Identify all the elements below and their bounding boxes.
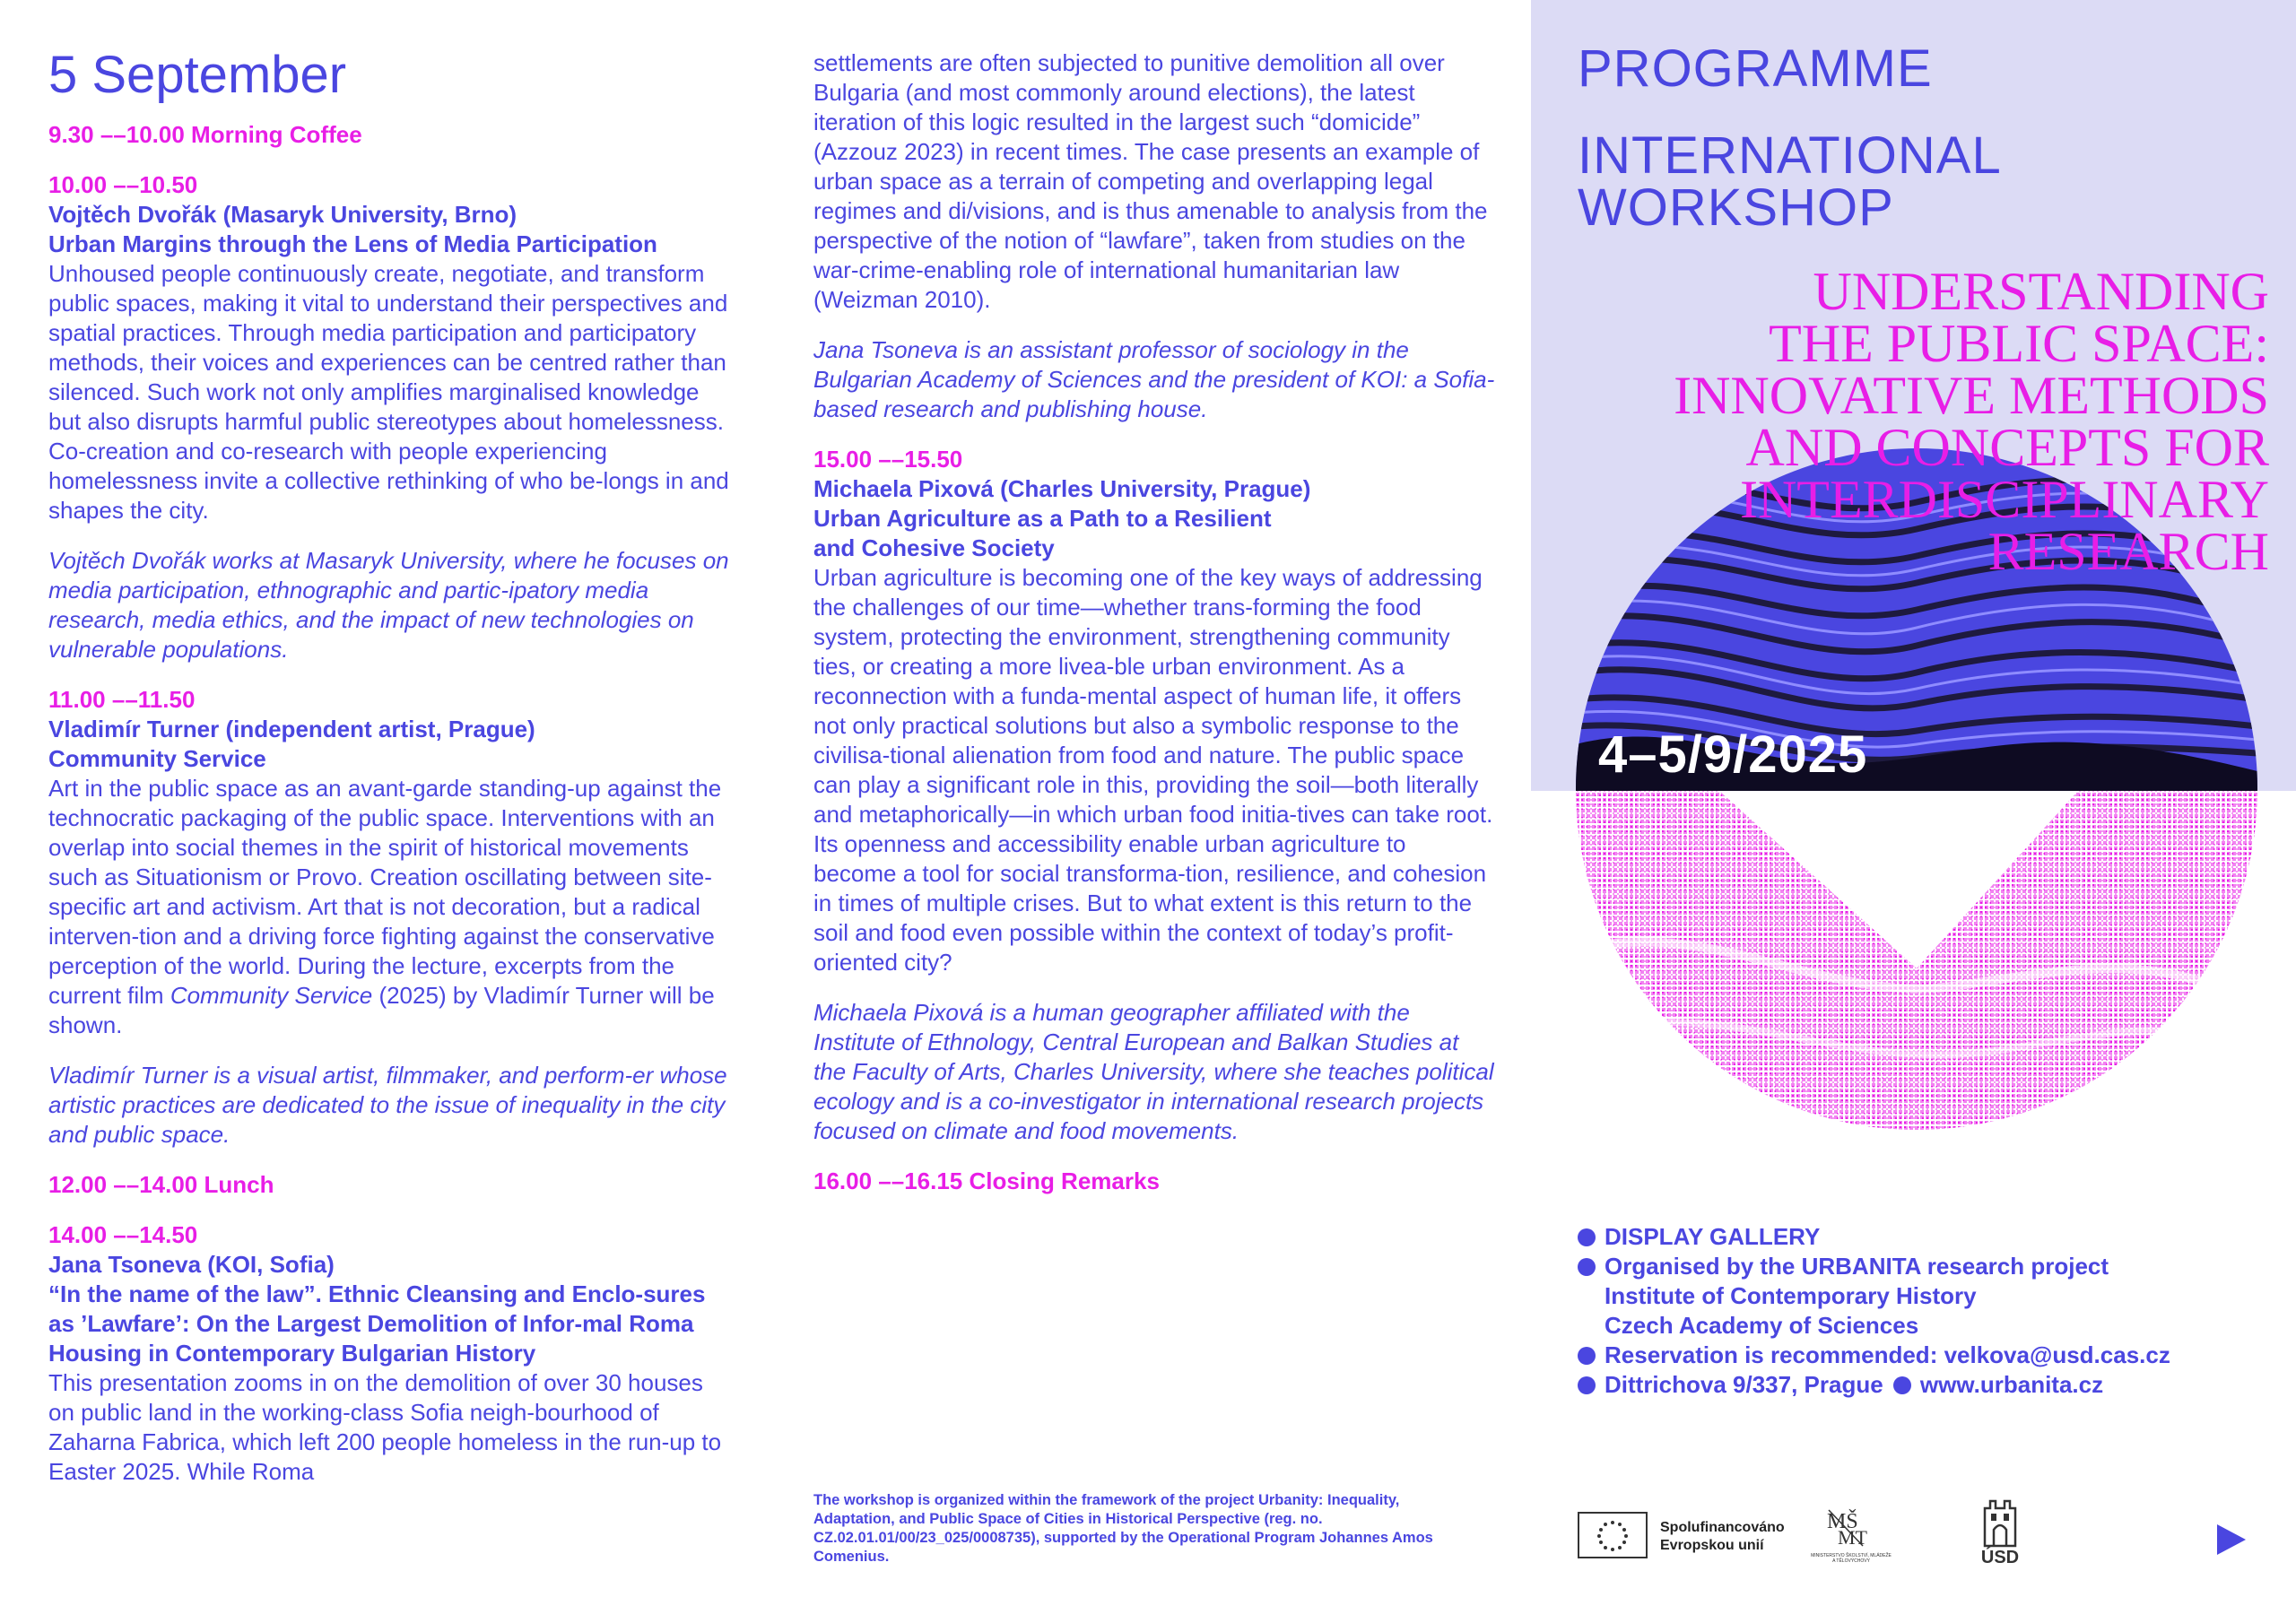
coffee-break: 9.30 ––10.00 Morning Coffee xyxy=(48,120,362,148)
venue xyxy=(1578,1222,2277,1252)
organiser-academy: Czech Academy of Sciences xyxy=(1605,1312,1919,1339)
session-2-abstract-end: (2025) by Vladimír Turner will be shown. xyxy=(48,981,715,1038)
session-2-abstract-text: Art in the public space as an avant-garde standing-up against the technocratic packaging of the public space. Interventions with an overlap into social themes in the spirit of historical movements such as Situationism or Provo. Creation oscillating between site-specific art and activism. Art that is not decoration, but a radical interven-tion and a driving force fighting against the conservative perception of the world. During the lecture, excerpts from the current film xyxy=(48,774,722,1009)
address: Dittrichova 9/337, Prague xyxy=(1605,1371,1883,1398)
workshop-title-line: AND CONCEPTS FOR xyxy=(1745,418,2269,477)
workshop-heading-line-1: INTERNATIONAL xyxy=(1578,126,2002,185)
ministry-logo xyxy=(1811,1503,1892,1564)
film-title: Community Service xyxy=(170,981,373,1009)
session-4-abstract: Urban agriculture is becoming one of the key ways of addressing the challenges of our time—whether trans-forming the food system, protecting the environment, strengthening community ties, or creating a more livea-ble urban environment. As a reconnection with a funda-mental aspect of human life, it offers not only practical solutions but also a symbolic response to the civilisa-tional alienation from food and nature. The public space can play a significant role in this, providing the soil—both literally and metaphorically—in which urban food initia-tives can take root. Its openness and accessibility enable urban agriculture to become a tool for social transforma-tion, resilience, and cohesion in times of multiple crises. But to what extent is this return to the soil and food even possible within the context of today’s profit-oriented city? xyxy=(813,564,1493,976)
ministry-caption: MINISTERSTVO ŠKOLSTVÍ, MLÁDEŽE A TĚLOVÝCHOVY xyxy=(1811,1553,1892,1564)
workshop-title-line: THE PUBLIC SPACE: xyxy=(1769,314,2269,373)
session-3-time: 14.00 ––14.50 xyxy=(48,1220,198,1248)
programme-column-middle xyxy=(813,0,1495,1196)
organiser-text: Organised by the URBANITA research project xyxy=(1605,1253,2109,1280)
workshop-title xyxy=(1587,262,2269,581)
organiser xyxy=(1578,1252,2277,1281)
organiser-institute: Institute of Contemporary History xyxy=(1605,1282,1977,1309)
event-dates: 4–5/9/2025 xyxy=(1598,725,1868,784)
session-1-abstract: Unhoused people continuously create, negotiate, and transform public spaces, making it vital to understand their perspectives and spatial practices. Through media participation and participatory methods, their voices and experiences can be centred rather than silenced. Such work not only amplifies marginalised knowledge but also disrupts harmful public stereotypes about homelessness. Co-creation and co-research with people experiencing homelessness invite a collective rethinking of who be-longs in and shapes the city. xyxy=(48,259,729,524)
reservation-text: Reservation is recommended: velkova@usd.cas.cz xyxy=(1605,1341,2170,1368)
usd-logo xyxy=(1978,1496,2022,1567)
programme-column-left xyxy=(48,0,730,1487)
programme-heading: PROGRAMME xyxy=(1578,39,1933,98)
session-4-bio: Michaela Pixová is a human geographer affiliated with the Institute of Ethnology, Central European and Balkan Studies at the Faculty of Arts, Charles University, where she teaches political ecology and is a co-investigator in international research projects focused on climate and food movements. xyxy=(813,999,1494,1144)
session-3-bio: Jana Tsoneva is an assistant professor of sociology in the Bulgarian Academy of Sciences and the president of KOI: a Sofia-based research and publishing house. xyxy=(813,336,1495,422)
session-2-speaker: Vladimír Turner (independent artist, Prague) xyxy=(48,715,535,742)
session-3-speaker: Jana Tsoneva (KOI, Sofia) xyxy=(48,1250,335,1278)
session-3-abstract-start: This presentation zooms in on the demolition of over 30 houses on public land in the working-class Sofia neigh-bourhood of Zaharna Fabrica, which left 200 people homeless in the run-up to Easter 2025. While Roma xyxy=(48,1368,722,1485)
session-2-bio: Vladimír Turner is a visual artist, filmmaker, and perform-er whose artistic practices are dedicated to the issue of inequality in the city and public space. xyxy=(48,1061,727,1148)
session-3-abstract-continued: settlements are often subjected to punitive demolition all over Bulgaria (and most commonly around elections), the latest iteration of this logic resulted in the largest such “domicide” (Azzouz 2023) in recent times. The case presents an example of urban space as a terrain of competing and overlapping legal regimes and di/visions, and is thus amenable to analysis from the perspective of the notion of “lawfare”, taken from studies on the war-crime-enabling role of international humanitarian law (Weizman 2010). xyxy=(813,49,1488,313)
sponsor-logos xyxy=(1578,1496,2277,1567)
session-2-title: Community Service xyxy=(48,744,266,772)
bullet-dot xyxy=(1578,1347,1596,1365)
session-2-abstract xyxy=(48,774,730,1040)
workshop-title-line: UNDERSTANDING xyxy=(1813,262,2269,321)
eu-label-line-1: Spolufinancováno xyxy=(1660,1520,1785,1535)
workshop-title-line: INNOVATIVE METHODS xyxy=(1674,366,2269,425)
session-3-title: “In the name of the law”. Ethnic Cleansing and Enclo-sures as ’Lawfare’: On the Largest Demolition of Infor-mal Roma Housing in Contemporary Bulgarian History xyxy=(48,1280,706,1367)
session-1-speaker: Vojtěch Dvořák (Masaryk University, Brno) xyxy=(48,200,517,228)
svg-text:MT: MT xyxy=(1838,1526,1867,1549)
workshop-heading xyxy=(1578,126,2002,237)
event-info xyxy=(1578,1222,2277,1400)
eu-cofunding-label xyxy=(1660,1519,1785,1555)
bullet-dot xyxy=(1578,1376,1596,1394)
session-1-bio: Vojtěch Dvořák works at Masaryk University, where he focuses on media participation, ethnographic and partic-ipatory media research, media ethics, and the impact of new technologies on vulnerable populations. xyxy=(48,546,729,663)
website-link[interactable]: www.urbanita.cz xyxy=(1919,1371,2104,1398)
cover-panel xyxy=(1531,0,2296,1623)
eu-flag-icon xyxy=(1578,1512,1648,1558)
bullet-dot xyxy=(1893,1376,1911,1394)
bullet-dot xyxy=(1578,1228,1596,1246)
bullet-dot xyxy=(1578,1258,1596,1276)
session-2-time: 11.00 ––11.50 xyxy=(48,685,196,713)
usd-wordmark: ÚSD xyxy=(1980,1548,2020,1567)
funding-note: The workshop is organized within the framework of the project Urbanity: Inequality, Adaptation, and Public Space of Cities in Historical Perspective (reg. no. CZ.02.01.01/00/23_025/0008735), supported by the Operational Program Johannes Amos Comenius. xyxy=(813,1492,1433,1565)
session-4-time: 15.00 ––15.50 xyxy=(813,446,963,473)
lunch-break: 12.00 ––14.00 Lunch xyxy=(48,1170,274,1198)
session-4-speaker: Michaela Pixová (Charles University, Prague) xyxy=(813,475,1311,502)
workshop-title-line: RESEARCH xyxy=(1987,522,2269,581)
closing-remarks: 16.00 ––16.15 Closing Remarks xyxy=(813,1167,1160,1194)
reservation xyxy=(1578,1341,2277,1370)
address-and-web xyxy=(1578,1370,2277,1400)
day-heading: 5 September xyxy=(48,46,347,104)
next-page-arrow-icon[interactable] xyxy=(2217,1524,2246,1555)
workshop-title-line: INTERDISCIPLINARY xyxy=(1739,470,2269,529)
eu-label-line-2: Evropskou unií xyxy=(1660,1538,1764,1553)
svg-text:MŠ: MŠ xyxy=(1827,1510,1858,1533)
session-1-time: 10.00 ––10.50 xyxy=(48,170,198,198)
session-4-title: Urban Agriculture as a Path to a Resilient and Cohesive Society xyxy=(813,505,1272,561)
session-1-title: Urban Margins through the Lens of Media Participation xyxy=(48,230,657,257)
venue-name: DISPLAY GALLERY xyxy=(1605,1223,1821,1250)
workshop-heading-line-2: WORKSHOP xyxy=(1578,178,1894,237)
